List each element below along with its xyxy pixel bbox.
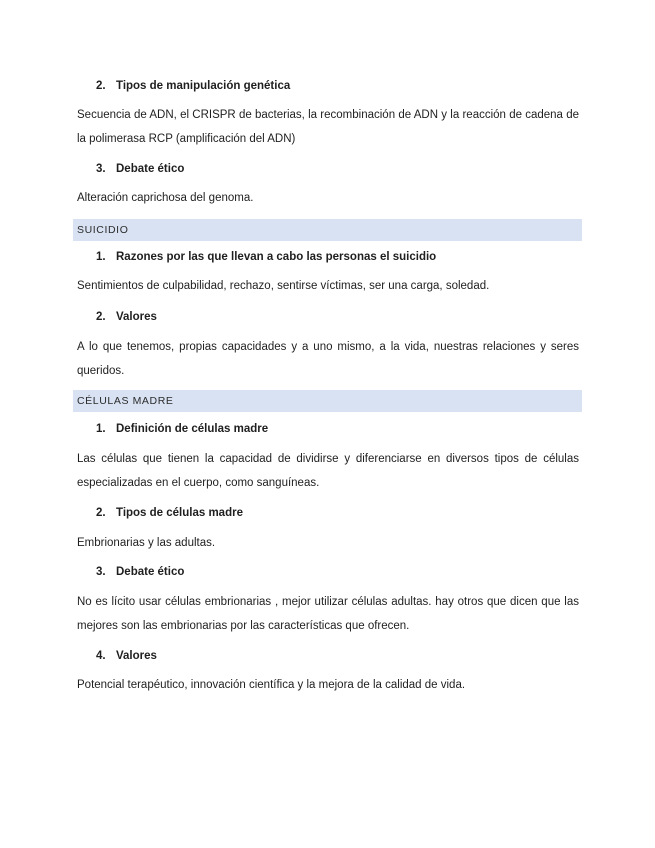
paragraph-debate-etico-celulas: No es lícito usar células embrionarias , mejor utilizar células adultas. hay otros que dicen que las mejores son las embrionarias por las características que ofrecen. — [77, 596, 579, 632]
heading-number: 3. — [96, 566, 106, 578]
heading-number: 3. — [96, 163, 106, 175]
paragraph-definicion-celulas: Las células que tienen la capacidad de dividirse y diferenciarse en diversos tipos de células especializadas en el cuerpo, como sanguíneas. — [77, 453, 579, 489]
heading-debate-etico-adn — [96, 162, 184, 176]
heading-definicion-celulas — [96, 422, 268, 436]
paragraph-valores-celulas: Potencial terapéutico, innovación científica y la mejora de la calidad de vida. — [77, 679, 466, 691]
heading-title: Debate ético — [116, 566, 185, 578]
paragraph-debate-etico-adn: Alteración caprichosa del genoma. — [77, 192, 254, 204]
heading-number: 1. — [96, 251, 106, 263]
paragraph-razones-suicidio: Sentimientos de culpabilidad, rechazo, sentirse víctimas, ser una carga, soledad. — [77, 280, 490, 292]
heading-number: 4. — [96, 650, 106, 662]
paragraph-tipos-manipulacion: Secuencia de ADN, el CRISPR de bacterias, la recombinación de ADN y la reacción de cadena de la polimerasa RCP (amplificación del ADN) — [77, 109, 579, 145]
heading-razones-suicidio — [96, 250, 436, 264]
heading-title: Tipos de células madre — [116, 507, 243, 519]
heading-debate-etico-celulas — [96, 565, 184, 579]
heading-number: 2. — [96, 507, 106, 519]
heading-title: Valores — [116, 650, 157, 662]
heading-tipos-manipulacion — [96, 79, 290, 93]
heading-title: Tipos de manipulación genética — [116, 80, 291, 92]
heading-number: 2. — [96, 311, 106, 323]
heading-number: 1. — [96, 423, 106, 435]
heading-tipos-celulas — [96, 506, 243, 520]
paragraph-valores-suicidio: A lo que tenemos, propias capacidades y a uno mismo, a la vida, nuestras relaciones y seres queridos. — [77, 341, 579, 377]
section-header-suicidio: SUICIDIO — [73, 219, 582, 241]
section-header-celulas-madre: CÉLULAS MADRE — [73, 390, 582, 412]
heading-title: Debate ético — [116, 163, 185, 175]
heading-number: 2. — [96, 80, 106, 92]
heading-valores-celulas — [96, 649, 157, 663]
heading-valores-suicidio — [96, 310, 157, 324]
heading-title: Valores — [116, 311, 157, 323]
heading-title: Definición de células madre — [116, 423, 269, 435]
heading-title: Razones por las que llevan a cabo las personas el suicidio — [116, 251, 437, 263]
paragraph-tipos-celulas: Embrionarias y las adultas. — [77, 537, 216, 549]
